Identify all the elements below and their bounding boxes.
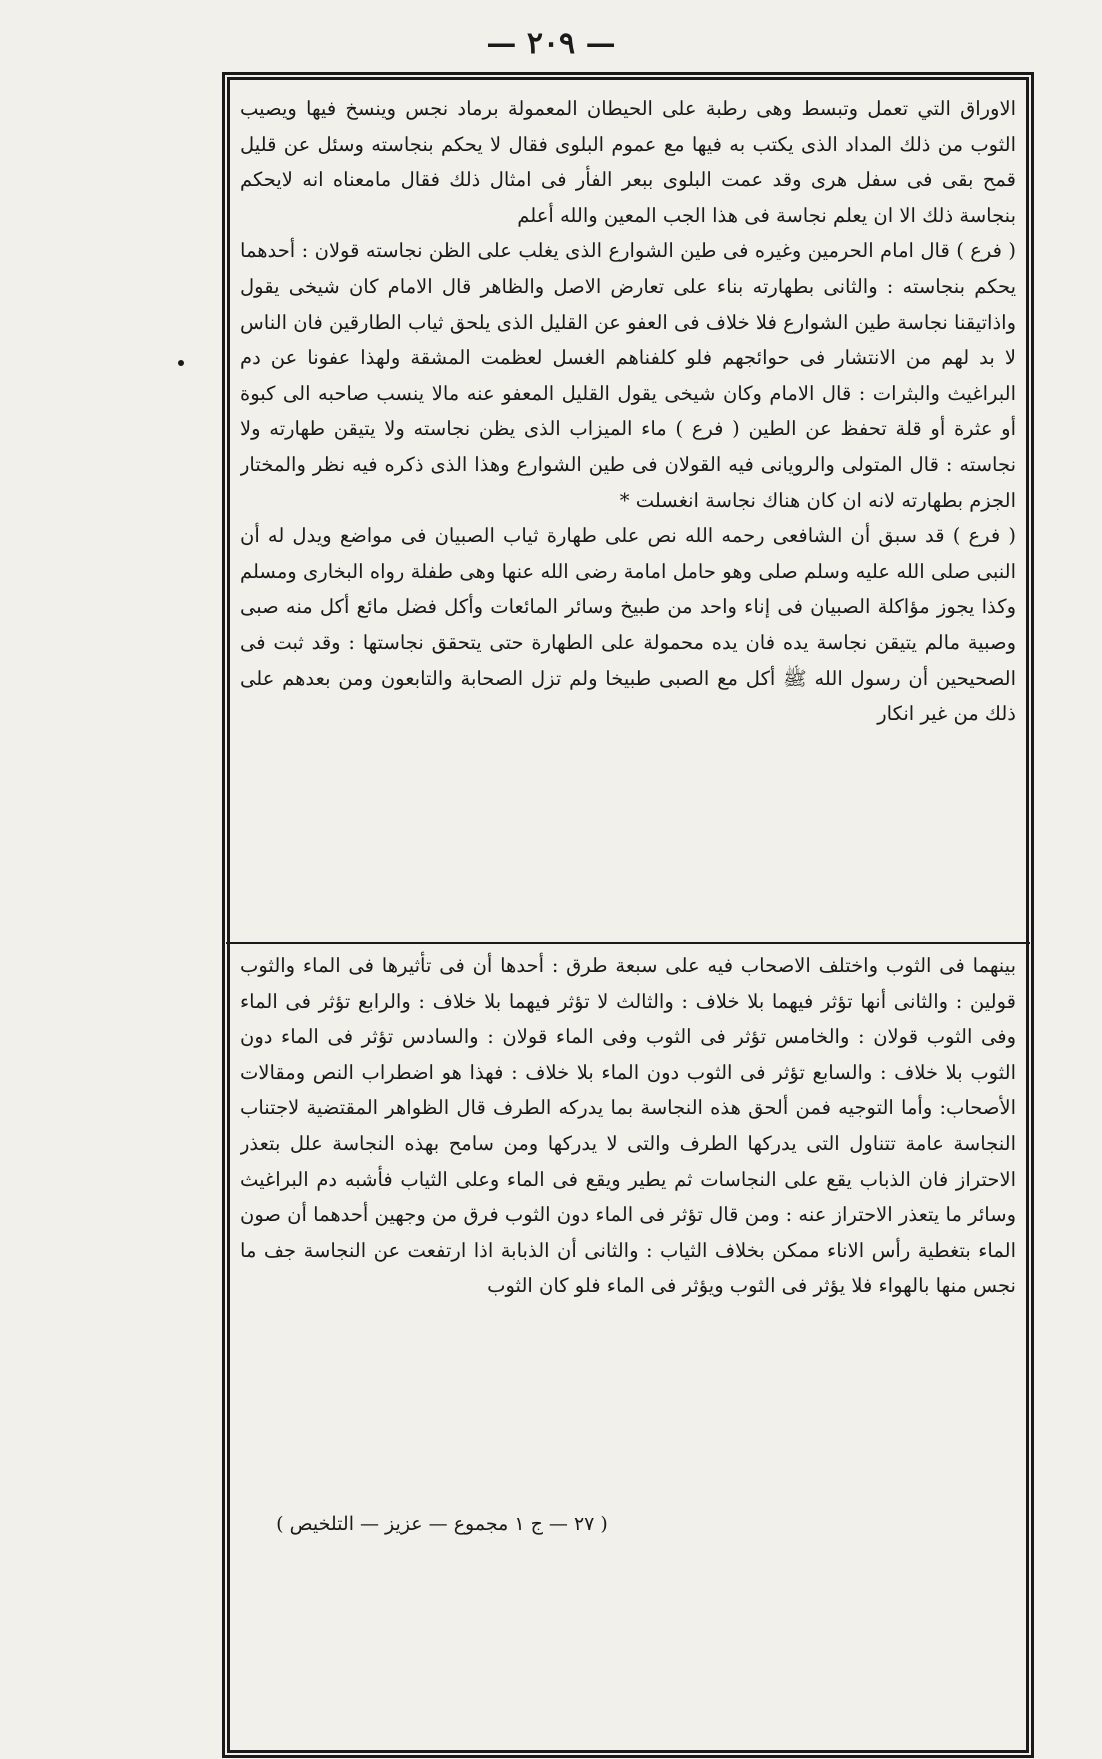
paragraph: الاوراق التي تعمل وتبسط وهى رطبة على الحيطان المعمولة برماد نجس وينسخ فيها ويصيب الثوب من ذلك المداد الذى يكتب به فيها مع عموم البلوى فقال لا يحكم بنجاسته وسئل عن قليل قمح بقى فى سفل هرى وقد عمت البلوى ببعر الفأر فى امثال ذلك فقال مامعناه انه لايحكم بنجاسة ذلك الا ان يعلم نجاسة فى هذا الجب المعين والله أعلم (240, 97, 1016, 227)
paragraph: ( فرع ) قد سبق أن الشافعى رحمه الله نص على طهارة ثياب الصبيان فى مواضع ويدل له أن النبى صلى الله عليه وسلم صلى وهو حامل امامة رضى الله عنها وهى طفلة رواه البخارى ومسلم وكذا يجوز مؤاكلة الصبيان فى إناء واحد من طبيخ وسائر المائعات وأكل فضل مائع أكل منه صبى وصبية مالم يتيقن نجاسة يده فان يده محمولة على الطهارة حتى يتحقق نجاستها : وقد ثبت فى الصحيحين أن رسول الله ﷺ أكل مع الصبى طبيخا ولم تزل الصحابة والتابعون ومن بعدهم على ذلك من غير انكار (240, 524, 1016, 726)
margin-dot (178, 360, 184, 366)
paragraph: ( فرع ) قال امام الحرمين وغيره فى طين الشوارع الذى يغلب على الظن نجاسته قولان : أحدهما يحكم بنجاسته : والثانى بطهارته بناء على تعارض الاصل والظاهر قال الامام كان شيخى يقول واذاتيقنا نجاسة طين الشوارع فلا خلاف فى العفو عن القليل الذى يلحق ثياب الطارقين فان الناس لا بد لهم من الانتشار فى حوائجهم فلو كلفناهم الغسل لعظمت المشقة ولهذا عفونا عن دم البراغيث والبثرات : قال الامام وكان شيخى يقول القليل المعفو عنه مالا ينسب صاحبه الى كبوة أو عثرة أو قلة تحفظ عن الطين ( فرع ) ماء الميزاب الذى يظن نجاسته ولا يتيقن طهارته ولا نجاسته : قال المتولى والرويانى فيه القولان فى طين الشوارع وهذا الذى ذكره فيه نظر والمختار الجزم بطهارته لانه ان كان هناك نجاسة انغسلت * (240, 239, 1016, 512)
commentary-text (240, 948, 1016, 1759)
paragraph: بينهما فى الثوب واختلف الاصحاب فيه على سبعة طرق : أحدها أن فى تأثيرها فى الماء والثوب قولين : والثانى أنها تؤثر فيهما بلا خلاف : والثالث لا تؤثر فيهما بلا خلاف : والرابع تؤثر فى الماء وفى الثوب قولان : والخامس تؤثر فى الثوب وفى الماء قولان : والسادس تؤثر فى الماء دون الثوب بلا خلاف : والسابع تؤثر فى الثوب دون الماء بلا خلاف : فهذا هو اضطراب النص ومقالات الأصحاب: وأما التوجيه فمن ألحق هذه النجاسة بما يدركه الطرف قال الظواهر المقتضية لاجتناب النجاسة عامة تتناول التى يدركها الطرف والتى لا يدركها ومن سامح بهذه النجاسة علل بتعذر الاحتراز فان الذباب يقع على النجاسات ثم يطير ويقع فى الماء وعلى الثياب فأشبه دم البراغيث وسائر ما يتعذر الاحتراز عنه : ومن قال تؤثر فى الماء دون الثوب فرق من وجهين أحدهما أن صون الماء بتغطية رأس الاناء ممكن بخلاف الثياب : والثانى أن الذبابة اذا ارتفعت عن النجاسة جف ما نجس منها بالهواء فلا يؤثر فى الثوب ويؤثر فى الماء فلو كان الثوب (240, 954, 1016, 1298)
page-number: — ٢٠٩ — (486, 26, 616, 61)
footer-signature: ( ٢٧ — ج ١ مجموع — عزيز — التلخيص ) (276, 1513, 608, 1535)
section-divider (226, 942, 1030, 944)
main-text (240, 91, 1016, 944)
